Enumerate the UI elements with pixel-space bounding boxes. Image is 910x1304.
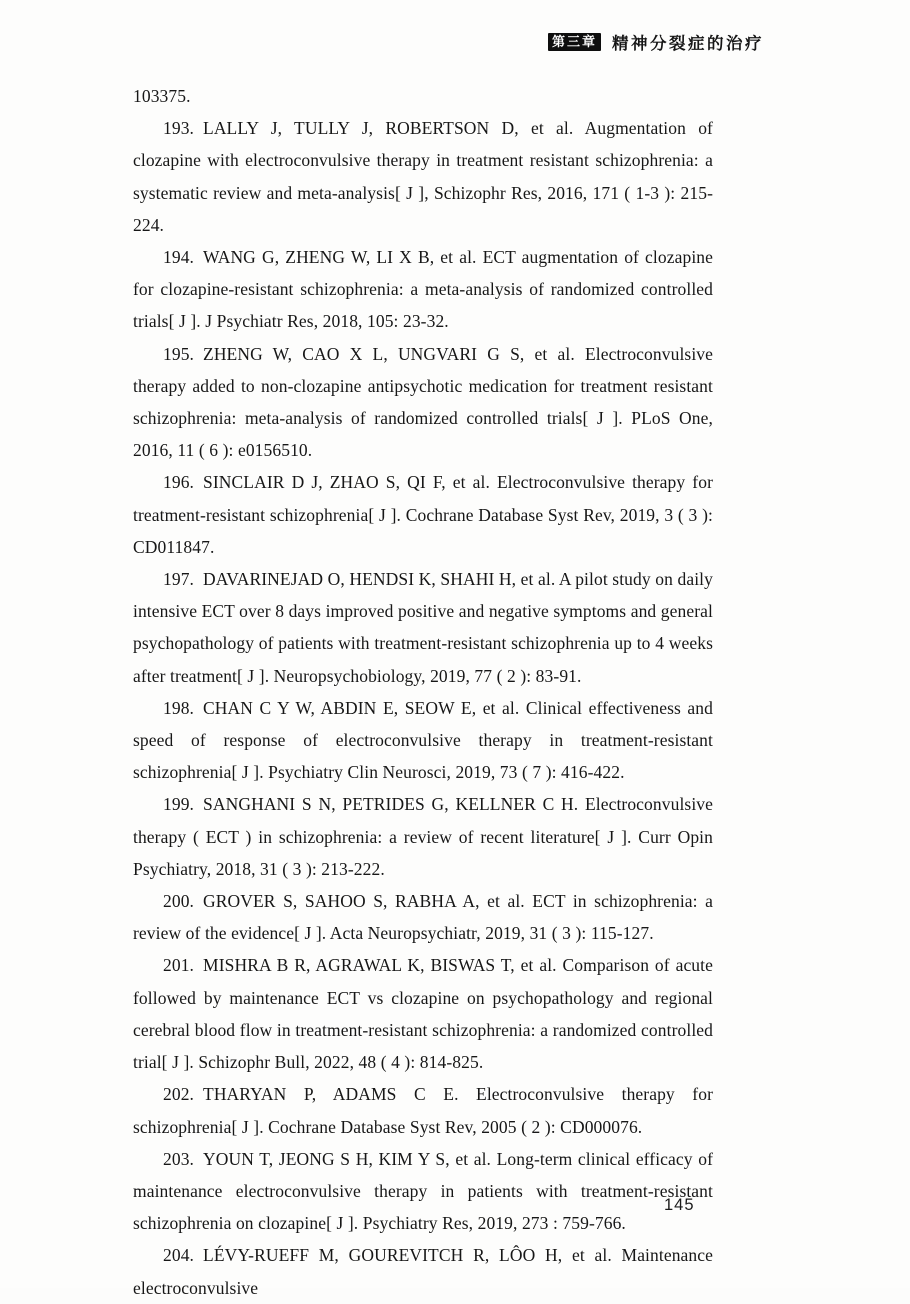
reference-entry: 200. GROVER S, SAHOO S, RABHA A, et al. ECT in schizophrenia: a review of the evidence[ J ]. Acta Neuropsychiatr, 2019, 31 ( 3 ): 115-127. [133,891,713,944]
reference-entry: 198. CHAN C Y W, ABDIN E, SEOW E, et al. Clinical effectiveness and speed of response of electroconvulsive therapy in treatment-resistant schizophrenia[ J ]. Psychiatry Clin Neurosci, 2019, 73 ( 7 ): 416-422. [133,697,713,783]
reference-entry: 195. ZHENG W, CAO X L, UNGVARI G S, et al. Electroconvulsive therapy added to non-clozapine antipsychotic medication for treatment resistant schizophrenia: meta-analysis of randomized controlled trials[ J ]. PLoS One, 2016, 11 ( 6 ): e0156510. [133,343,713,461]
running-header [548,30,764,54]
reference-number: 200. [163,891,195,912]
reference-number: 194. [163,247,195,268]
reference-entry: 203. YOUN T, JEONG S H, KIM Y S, et al. Long-term clinical efficacy of maintenance electroconvulsive therapy in patients with treatment-resistant schizophrenia on clozapine[ J ]. Psychiatry Res, 2019, 273 : 759-766. [133,1148,713,1234]
reference-entry: 196. SINCLAIR D J, ZHAO S, QI F, et al. Electroconvulsive therapy for treatment-resistant schizophrenia[ J ]. Cochrane Database Syst Rev, 2019, 3 ( 3 ): CD011847. [133,472,713,557]
reference-number: 195. [163,343,195,364]
reference-number: 204. [163,1245,195,1266]
reference-entry: 197. DAVARINEJAD O, HENDSI K, SHAHI H, et al. A pilot study on daily intensive ECT over 8 days improved positive and negative symptoms and general psychopathology of patients with treatment-resistant schizophrenia up to 4 weeks after treatment[ J ]. Neuropsychobiology, 2019, 77 ( 2 ): 83-91. [133,569,713,686]
reference-number: 197. [163,569,195,590]
reference-number: 196. [163,472,195,493]
reference-entry: 194. WANG G, ZHENG W, LI X B, et al. ECT augmentation of clozapine for clozapine-resistant schizophrenia: a meta-analysis of randomized controlled trials[ J ]. J Psychiatr Res, 2018, 105: 23-32. [133,247,713,332]
references-list [133,80,713,1304]
chapter-number-badge: 第三章 [548,33,601,51]
reference-number: 202. [163,1084,195,1105]
chapter-title: 精神分裂症的治疗 [612,35,764,53]
reference-continuation-line: 103375. [133,86,191,106]
reference-entry: 199. SANGHANI S N, PETRIDES G, KELLNER C H. Electroconvulsive therapy ( ECT ) in schizophrenia: a review of recent literature[ J ]. Curr Opin Psychiatry, 2018, 31 ( 3 ): 213-222. [133,794,713,879]
reference-entry: 202. THARYAN P, ADAMS C E. Electroconvulsive therapy for schizophrenia[ J ]. Cochrane Database Syst Rev, 2005 ( 2 ): CD000076. [133,1084,713,1137]
reference-number: 193. [163,118,195,139]
reference-entry: 193. LALLY J, TULLY J, ROBERTSON D, et al. Augmentation of clozapine with electroconvulsive therapy in treatment resistant schizophrenia: a systematic review and meta-analysis[ J ], Schizophr Res, 2016, 171 ( 1-3 ): 215-224. [133,118,713,235]
reference-entry: 201. MISHRA B R, AGRAWAL K, BISWAS T, et al. Comparison of acute followed by maintenance ECT vs clozapine on psychopathology and regional cerebral blood flow in treatment-resistant schizophrenia: a randomized controlled trial[ J ]. Schizophr Bull, 2022, 48 ( 4 ): 814-825. [133,955,713,1073]
reference-number: 203. [163,1148,195,1169]
reference-number: 198. [163,697,195,718]
page-number: 145 [664,1196,695,1214]
reference-number: 201. [163,955,195,976]
reference-number: 199. [163,794,195,815]
reference-entry: 204. LÉVY-RUEFF M, GOUREVITCH R, LÔO H, et al. Maintenance electroconvulsive [133,1245,713,1298]
